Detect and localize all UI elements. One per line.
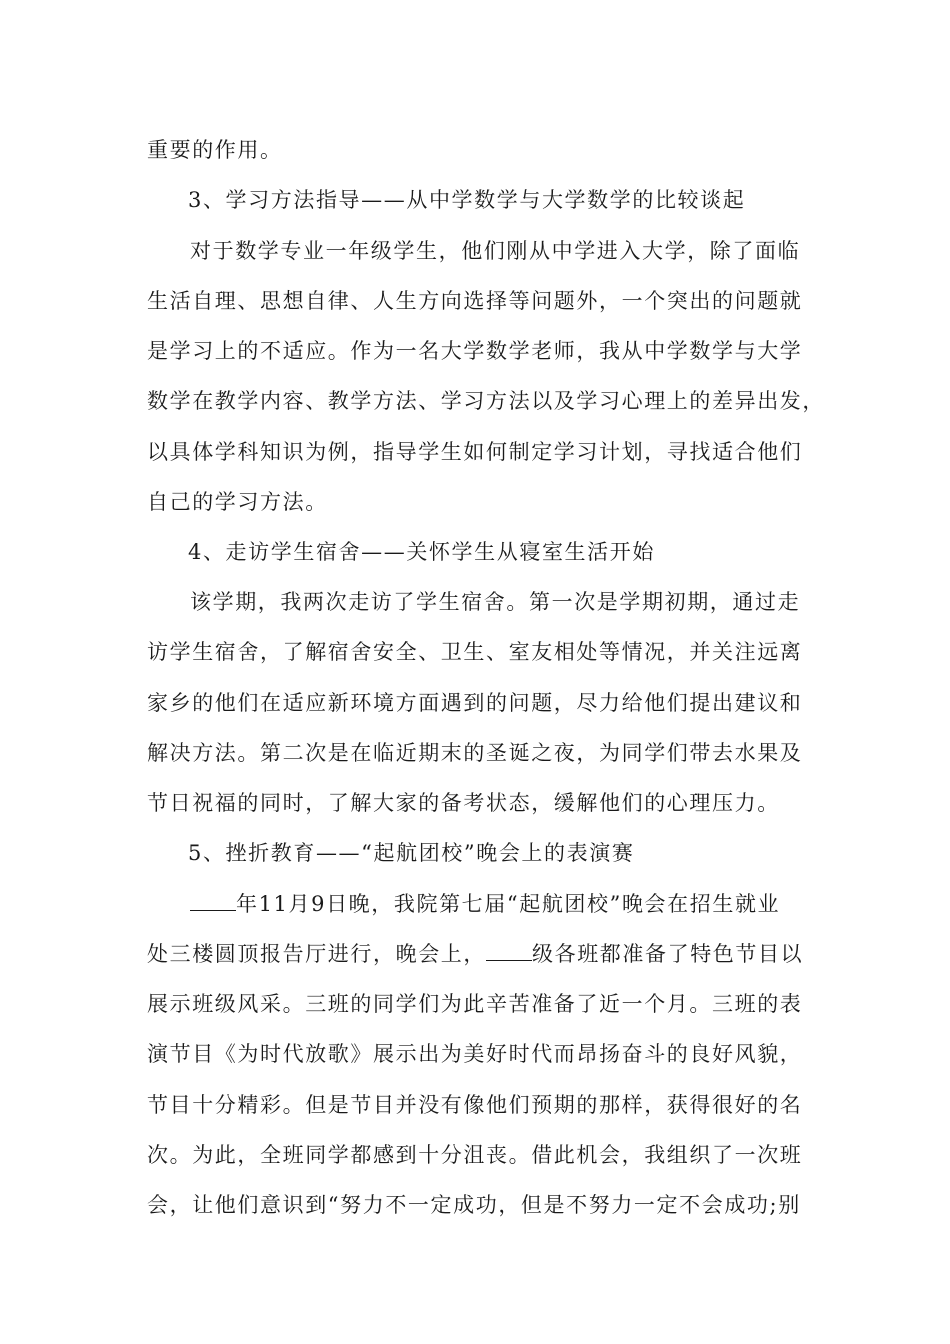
paragraph-5-line-2-text-b: 级各班都准备了特色节目以 <box>532 942 804 966</box>
paragraph-3-line-3: 是学习上的不适应。作为一名大学数学老师，我从中学数学与大学 <box>147 339 803 363</box>
section-heading-3: 3、学习方法指导——从中学数学与大学数学的比较谈起 <box>188 188 746 212</box>
paragraph-3-line-6: 自己的学习方法。 <box>147 490 328 514</box>
paragraph-4-line-3: 家乡的他们在适应新环境方面遇到的问题，尽力给他们提出建议和 <box>147 691 803 715</box>
paragraph-3-line-4: 数学在教学内容、教学方法、学习方法以及学习心理上的差异出发， <box>147 389 825 413</box>
paragraph-4-line-5: 节日祝福的同时，了解大家的备考状态，缓解他们的心理压力。 <box>147 791 780 815</box>
paragraph-5-line-5: 节目十分精彩。但是节目并没有像他们预期的那样，获得很好的名 <box>147 1093 803 1117</box>
paragraph-4-line-4: 解决方法。第二次是在临近期末的圣诞之夜，为同学们带去水果及 <box>147 741 803 765</box>
paragraph-4-line-1: 该学期，我两次走访了学生宿舍。第一次是学期初期，通过走 <box>190 590 801 614</box>
paragraph-3-line-2: 生活自理、思想自律、人生方向选择等问题外，一个突出的问题就 <box>147 289 803 313</box>
paragraph-5-line-4: 演节目《为时代放歌》展示出为美好时代而昂扬奋斗的良好风貌， <box>147 1042 803 1066</box>
paragraph-5-line-1-text: 年11月9日晚，我院第七届“起航团校”晚会在招生就业 <box>236 892 781 916</box>
paragraph-5-line-1 <box>190 889 780 919</box>
paragraph-5-line-6: 次。为此，全班同学都感到十分沮丧。借此机会，我组织了一次班 <box>147 1143 803 1167</box>
paragraph-3-line-5: 以具体学科知识为例，指导学生如何制定学习计划，寻找适合他们 <box>147 440 803 464</box>
blank-underline <box>190 892 236 911</box>
paragraph-3-line-1: 对于数学专业一年级学生，他们刚从中学进入大学，除了面临 <box>190 239 801 263</box>
blank-underline <box>486 942 532 961</box>
paragraph-5-line-7: 会，让他们意识到“努力不一定成功，但是不努力一定不会成功;别 <box>147 1193 801 1217</box>
paragraph-4-line-2: 访学生宿舍，了解宿舍安全、卫生、室友相处等情况，并关注远离 <box>147 640 803 664</box>
paragraph-5-line-3: 展示班级风采。三班的同学们为此辛苦准备了近一个月。三班的表 <box>147 992 803 1016</box>
paragraph-5-line-2-text-a: 处三楼圆顶报告厅进行，晚会上， <box>147 942 486 966</box>
text-line-1: 重要的作用。 <box>147 138 283 162</box>
paragraph-5-line-2 <box>147 939 803 969</box>
section-heading-5: 5、挫折教育——“起航团校”晚会上的表演赛 <box>188 841 635 865</box>
section-heading-4: 4、走访学生宿舍——关怀学生从寝室生活开始 <box>188 540 655 564</box>
